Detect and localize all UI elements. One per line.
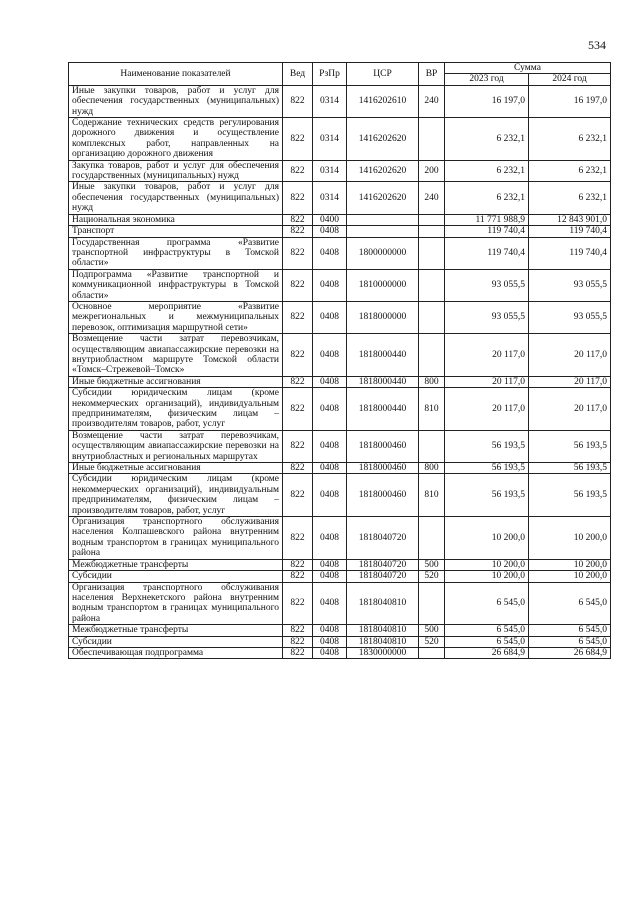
cell-csr <box>347 214 419 225</box>
cell-vr <box>419 226 445 237</box>
cell-name: Иные бюджетные ассигнования <box>69 463 283 474</box>
cell-ved: 822 <box>283 571 313 582</box>
cell-sum-2024: 6 232,1 <box>529 160 611 182</box>
cell-name: Субсидии юридическим лицам (кроме некоммерческих организаций), индивидуальным предпринимателям, физическим лицам – производителям товаров, работ, услуг <box>69 388 283 431</box>
table-row <box>69 301 611 333</box>
cell-name: Иные закупки товаров, работ и услуг для обеспечения государственных (муниципальных) нужд <box>69 182 283 214</box>
cell-sum-2023: 56 193,5 <box>445 463 529 474</box>
cell-name: Обеспечивающая подпрограмма <box>69 647 283 658</box>
cell-sum-2023: 93 055,5 <box>445 269 529 301</box>
cell-sum-2023: 56 193,5 <box>445 430 529 462</box>
header-sum: Сумма <box>445 63 611 74</box>
cell-sum-2023: 56 193,5 <box>445 474 529 517</box>
cell-vr <box>419 334 445 377</box>
cell-sum-2024: 56 193,5 <box>529 463 611 474</box>
budget-table <box>68 62 611 659</box>
cell-sum-2024: 56 193,5 <box>529 474 611 517</box>
cell-ved: 822 <box>283 182 313 214</box>
cell-name: Транспорт <box>69 226 283 237</box>
cell-sum-2024: 6 232,1 <box>529 182 611 214</box>
cell-sum-2023: 6 232,1 <box>445 182 529 214</box>
cell-ved: 822 <box>283 559 313 570</box>
cell-name: Межбюджетные трансферты <box>69 625 283 636</box>
header-name: Наименование показателей <box>69 63 283 86</box>
cell-name: Иные бюджетные ассигнования <box>69 376 283 387</box>
cell-ved: 822 <box>283 237 313 269</box>
table-row <box>69 463 611 474</box>
cell-rzpr: 0408 <box>313 582 347 625</box>
cell-vr <box>419 269 445 301</box>
table-row <box>69 237 611 269</box>
cell-rzpr: 0314 <box>313 160 347 182</box>
cell-csr: 1830000000 <box>347 647 419 658</box>
cell-sum-2023: 26 684,9 <box>445 647 529 658</box>
cell-sum-2024: 6 232,1 <box>529 118 611 161</box>
cell-rzpr: 0408 <box>313 226 347 237</box>
table-row <box>69 517 611 560</box>
cell-name: Возмещение части затрат перевозчикам, осуществляющим авиапассажирские перевозки на внутриобластном маршруте Томской области «Томск–Стрежевой–Томск» <box>69 334 283 377</box>
cell-csr: 1818040720 <box>347 571 419 582</box>
table-row <box>69 388 611 431</box>
header-ved: Вед <box>283 63 313 86</box>
cell-vr: 800 <box>419 376 445 387</box>
cell-vr: 520 <box>419 636 445 647</box>
cell-csr: 1818000460 <box>347 430 419 462</box>
cell-rzpr: 0408 <box>313 625 347 636</box>
cell-name: Организация транспортного обслуживания населения Верхнекетского района внутренним водным транспортом в границах муниципального района <box>69 582 283 625</box>
table-row <box>69 226 611 237</box>
cell-sum-2024: 20 117,0 <box>529 334 611 377</box>
cell-sum-2024: 12 843 901,0 <box>529 214 611 225</box>
header-rzpr: РзПр <box>313 63 347 86</box>
cell-name: Иные закупки товаров, работ и услуг для обеспечения государственных (муниципальных) нужд <box>69 85 283 117</box>
cell-vr: 240 <box>419 182 445 214</box>
cell-sum-2023: 16 197,0 <box>445 85 529 117</box>
cell-sum-2024: 10 200,0 <box>529 559 611 570</box>
cell-sum-2023: 6 545,0 <box>445 582 529 625</box>
cell-ved: 822 <box>283 334 313 377</box>
cell-rzpr: 0408 <box>313 388 347 431</box>
cell-csr: 1818000440 <box>347 388 419 431</box>
table-row <box>69 376 611 387</box>
cell-rzpr: 0408 <box>313 571 347 582</box>
table-row <box>69 559 611 570</box>
table-body <box>69 85 611 659</box>
cell-sum-2023: 11 771 988,9 <box>445 214 529 225</box>
cell-sum-2023: 119 740,4 <box>445 237 529 269</box>
page-number: 534 <box>588 38 606 52</box>
cell-vr: 810 <box>419 388 445 431</box>
table-row <box>69 118 611 161</box>
cell-sum-2024: 20 117,0 <box>529 388 611 431</box>
table-row <box>69 160 611 182</box>
cell-name: Субсидии юридическим лицам (кроме некоммерческих организаций), индивидуальным предпринимателям, физическим лицам – производителям товаров, работ, услуг <box>69 474 283 517</box>
cell-csr: 1416202620 <box>347 160 419 182</box>
cell-vr <box>419 517 445 560</box>
cell-rzpr: 0408 <box>313 269 347 301</box>
cell-rzpr: 0408 <box>313 301 347 333</box>
cell-sum-2024: 6 545,0 <box>529 636 611 647</box>
cell-rzpr: 0314 <box>313 182 347 214</box>
cell-ved: 822 <box>283 463 313 474</box>
cell-sum-2023: 119 740,4 <box>445 226 529 237</box>
cell-csr: 1818000440 <box>347 334 419 377</box>
cell-sum-2023: 20 117,0 <box>445 334 529 377</box>
cell-ved: 822 <box>283 474 313 517</box>
cell-sum-2023: 10 200,0 <box>445 517 529 560</box>
cell-csr: 1818040810 <box>347 625 419 636</box>
cell-sum-2024: 16 197,0 <box>529 85 611 117</box>
cell-vr <box>419 430 445 462</box>
cell-rzpr: 0408 <box>313 334 347 377</box>
cell-vr: 240 <box>419 85 445 117</box>
cell-rzpr: 0408 <box>313 474 347 517</box>
table-row <box>69 334 611 377</box>
cell-sum-2024: 10 200,0 <box>529 571 611 582</box>
cell-name: Государственная программа «Развитие транспортной инфраструктуры в Томской области» <box>69 237 283 269</box>
cell-sum-2024: 20 117,0 <box>529 376 611 387</box>
cell-ved: 822 <box>283 647 313 658</box>
cell-sum-2023: 10 200,0 <box>445 559 529 570</box>
cell-name: Основное мероприятие «Развитие межрегиональных и межмуниципальных перевозок, оптимизация маршрутной сети» <box>69 301 283 333</box>
cell-csr: 1818000460 <box>347 474 419 517</box>
cell-rzpr: 0400 <box>313 214 347 225</box>
cell-sum-2024: 26 684,9 <box>529 647 611 658</box>
cell-csr: 1818040810 <box>347 636 419 647</box>
cell-sum-2023: 6 232,1 <box>445 118 529 161</box>
cell-vr: 200 <box>419 160 445 182</box>
cell-sum-2023: 6 545,0 <box>445 636 529 647</box>
cell-name: Национальная экономика <box>69 214 283 225</box>
cell-name: Возмещение части затрат перевозчикам, осуществляющим авиапассажирские перевозки на внутриобластных и региональных маршрутах <box>69 430 283 462</box>
cell-name: Субсидии <box>69 636 283 647</box>
cell-vr <box>419 214 445 225</box>
table-row <box>69 582 611 625</box>
table-row <box>69 85 611 117</box>
cell-ved: 822 <box>283 269 313 301</box>
cell-ved: 822 <box>283 85 313 117</box>
table-row <box>69 647 611 658</box>
cell-csr: 1800000000 <box>347 237 419 269</box>
cell-name: Субсидии <box>69 571 283 582</box>
table-row <box>69 474 611 517</box>
cell-sum-2023: 20 117,0 <box>445 388 529 431</box>
table-row <box>69 636 611 647</box>
cell-sum-2023: 20 117,0 <box>445 376 529 387</box>
table-row <box>69 182 611 214</box>
cell-sum-2024: 56 193,5 <box>529 430 611 462</box>
cell-sum-2023: 6 545,0 <box>445 625 529 636</box>
cell-ved: 822 <box>283 388 313 431</box>
cell-name: Межбюджетные трансферты <box>69 559 283 570</box>
cell-vr <box>419 301 445 333</box>
table-header <box>69 63 611 86</box>
cell-csr: 1416202610 <box>347 85 419 117</box>
cell-vr <box>419 647 445 658</box>
table-row <box>69 214 611 225</box>
cell-sum-2024: 10 200,0 <box>529 517 611 560</box>
cell-name: Подпрограмма «Развитие транспортной и коммуникационной инфраструктуры в Томской области» <box>69 269 283 301</box>
table-row <box>69 269 611 301</box>
cell-ved: 822 <box>283 226 313 237</box>
cell-ved: 822 <box>283 625 313 636</box>
cell-name: Организация транспортного обслуживания населения Колпашевского района внутренним водным транспортом в границах муниципального района <box>69 517 283 560</box>
cell-csr <box>347 226 419 237</box>
cell-vr: 500 <box>419 625 445 636</box>
cell-csr: 1416202620 <box>347 118 419 161</box>
cell-vr <box>419 582 445 625</box>
cell-vr: 520 <box>419 571 445 582</box>
header-year-2024: 2024 год <box>529 74 611 85</box>
cell-sum-2024: 6 545,0 <box>529 582 611 625</box>
cell-ved: 822 <box>283 160 313 182</box>
table-row <box>69 625 611 636</box>
cell-csr: 1818040720 <box>347 517 419 560</box>
table-row <box>69 430 611 462</box>
cell-rzpr: 0314 <box>313 118 347 161</box>
cell-ved: 822 <box>283 430 313 462</box>
cell-ved: 822 <box>283 301 313 333</box>
cell-csr: 1818000460 <box>347 463 419 474</box>
cell-ved: 822 <box>283 517 313 560</box>
header-year-2023: 2023 год <box>445 74 529 85</box>
cell-csr: 1818000000 <box>347 301 419 333</box>
cell-sum-2023: 6 232,1 <box>445 160 529 182</box>
cell-sum-2024: 93 055,5 <box>529 301 611 333</box>
cell-rzpr: 0408 <box>313 559 347 570</box>
cell-sum-2024: 6 545,0 <box>529 625 611 636</box>
table-row <box>69 571 611 582</box>
cell-csr: 1416202620 <box>347 182 419 214</box>
cell-sum-2023: 93 055,5 <box>445 301 529 333</box>
cell-name: Закупка товаров, работ и услуг для обеспечения государственных (муниципальных) нужд <box>69 160 283 182</box>
cell-csr: 1818040720 <box>347 559 419 570</box>
cell-vr <box>419 118 445 161</box>
cell-vr: 800 <box>419 463 445 474</box>
cell-rzpr: 0408 <box>313 636 347 647</box>
cell-vr: 810 <box>419 474 445 517</box>
cell-sum-2024: 93 055,5 <box>529 269 611 301</box>
cell-rzpr: 0408 <box>313 647 347 658</box>
cell-vr <box>419 237 445 269</box>
cell-name: Содержание технических средств регулирования дорожного движения и осуществление комплексных работ, направленных на организацию дорожного движения <box>69 118 283 161</box>
cell-vr: 500 <box>419 559 445 570</box>
cell-ved: 822 <box>283 582 313 625</box>
cell-rzpr: 0314 <box>313 85 347 117</box>
header-vr: ВР <box>419 63 445 86</box>
cell-rzpr: 0408 <box>313 430 347 462</box>
cell-sum-2024: 119 740,4 <box>529 237 611 269</box>
cell-rzpr: 0408 <box>313 517 347 560</box>
cell-csr: 1810000000 <box>347 269 419 301</box>
cell-csr: 1818040810 <box>347 582 419 625</box>
cell-sum-2023: 10 200,0 <box>445 571 529 582</box>
cell-rzpr: 0408 <box>313 463 347 474</box>
cell-rzpr: 0408 <box>313 237 347 269</box>
cell-ved: 822 <box>283 118 313 161</box>
cell-csr: 1818000440 <box>347 376 419 387</box>
header-csr: ЦСР <box>347 63 419 86</box>
cell-ved: 822 <box>283 376 313 387</box>
cell-ved: 822 <box>283 636 313 647</box>
cell-ved: 822 <box>283 214 313 225</box>
cell-rzpr: 0408 <box>313 376 347 387</box>
cell-sum-2024: 119 740,4 <box>529 226 611 237</box>
